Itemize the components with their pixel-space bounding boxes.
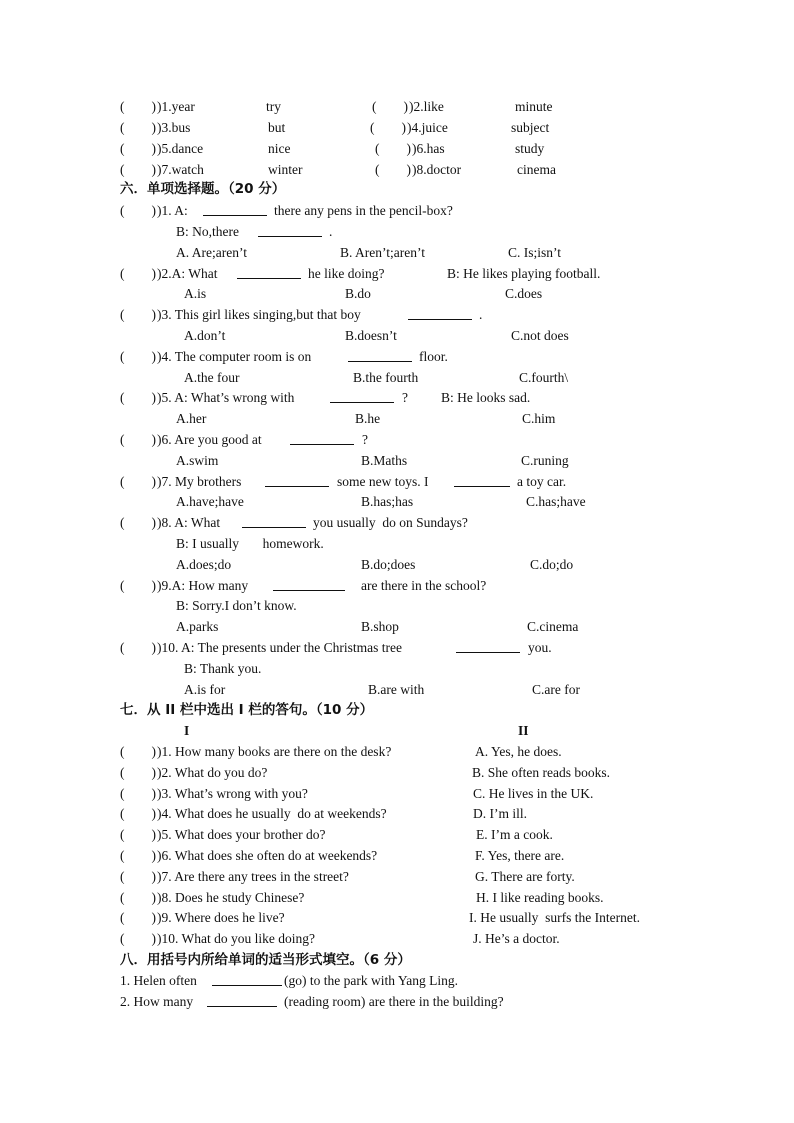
option-c: C. Is;isn’t: [508, 245, 562, 260]
paren: ( ): [120, 744, 156, 759]
paren: ( ): [120, 141, 156, 156]
option-a: A.is for: [184, 682, 226, 697]
word-item: try: [266, 99, 281, 114]
option-c: C.him: [522, 411, 556, 426]
word-item: )4.juice: [407, 120, 448, 135]
match-answer: G. There are forty.: [475, 869, 575, 884]
word-item: winter: [268, 162, 303, 177]
answer-blank[interactable]: [203, 203, 267, 216]
paren: ( ): [120, 349, 156, 364]
question-text: there any pens in the pencil-box?: [274, 203, 453, 218]
paren: ( ): [120, 390, 156, 405]
paren: ( ): [120, 99, 156, 114]
option-a: A.the four: [184, 370, 240, 385]
question-text: )5. A: What’s wrong with: [157, 390, 295, 405]
paren: ( ): [120, 307, 156, 322]
answer-blank[interactable]: [207, 994, 277, 1007]
word-item: )3.bus: [157, 120, 191, 135]
option-b: B.do: [345, 286, 371, 301]
paren: ( ): [120, 806, 156, 821]
option-b: B.has;has: [361, 494, 414, 509]
match-question: )3. What’s wrong with you?: [157, 786, 308, 801]
answer-blank[interactable]: [330, 390, 394, 403]
column-header-2: II: [518, 723, 529, 738]
question-text: )10. A: The presents under the Christmas tree: [157, 640, 402, 655]
section-title: 六．单项选择题。（20 分）: [120, 181, 286, 197]
option-b: B.Maths: [361, 453, 408, 468]
question-text: he like doing?: [308, 266, 385, 281]
match-question: )7. Are there any trees in the street?: [157, 869, 349, 884]
match-answer: E. I’m a cook.: [476, 827, 553, 842]
match-answer: F. Yes, there are.: [475, 848, 565, 863]
option-a: A.parks: [176, 619, 219, 634]
option-a: A. Are;aren’t: [176, 245, 247, 260]
option-b: B.doesn’t: [345, 328, 397, 343]
paren: ( ): [120, 931, 156, 946]
paren: ( ): [120, 869, 156, 884]
paren: ( ): [120, 432, 156, 447]
match-question: )1. How many books are there on the desk?: [157, 744, 392, 759]
answer-blank[interactable]: [237, 266, 301, 279]
answer-blank[interactable]: [265, 474, 329, 487]
question-text: B: He likes playing football.: [447, 266, 601, 281]
paren: ( ): [120, 640, 156, 655]
question-text: B: Thank you.: [184, 661, 262, 676]
option-b: B.are with: [368, 682, 425, 697]
paren: ( ): [375, 141, 411, 156]
option-b: B.he: [355, 411, 381, 426]
question-text: )1. A:: [157, 203, 188, 218]
word-item: )1.year: [157, 99, 195, 114]
paren: ( ): [120, 162, 156, 177]
match-answer: A. Yes, he does.: [475, 744, 562, 759]
match-answer: H. I like reading books.: [476, 890, 604, 905]
option-a: A.her: [176, 411, 207, 426]
word-item: subject: [511, 120, 550, 135]
option-b: B. Aren’t;aren’t: [340, 245, 425, 260]
paren: ( ): [120, 120, 156, 135]
question-text: )7. My brothers: [157, 474, 242, 489]
word-item: cinema: [517, 162, 556, 177]
question-text: you.: [528, 640, 552, 655]
question-text: are there in the school?: [361, 578, 487, 593]
word-item: )8.doctor: [412, 162, 462, 177]
word-item: but: [268, 120, 286, 135]
section-title: 八．用括号内所给单词的适当形式填空。（6 分）: [120, 952, 411, 968]
question-text: a toy car.: [517, 474, 567, 489]
paren: ( ): [120, 848, 156, 863]
question-text: )8. A: What: [157, 515, 221, 530]
option-c: C.fourth\: [519, 370, 569, 385]
paren: ( ): [120, 765, 156, 780]
paren: ( ): [120, 203, 156, 218]
question-text: some new toys. I: [337, 474, 429, 489]
option-b: B.shop: [361, 619, 399, 634]
fill-question: 1. Helen often: [120, 973, 197, 988]
option-a: A.is: [184, 286, 207, 301]
question-text: )3. This girl likes singing,but that boy: [157, 307, 361, 322]
answer-blank[interactable]: [273, 578, 345, 591]
question-text: .: [329, 224, 333, 239]
fill-question: 2. How many: [120, 994, 194, 1009]
option-c: C.has;have: [526, 494, 586, 509]
question-text: B: Sorry.I don’t know.: [176, 598, 297, 613]
word-item: )2.like: [409, 99, 444, 114]
answer-blank[interactable]: [212, 973, 282, 986]
answer-blank[interactable]: [258, 224, 322, 237]
paren: ( ): [120, 578, 156, 593]
option-a: A.don’t: [184, 328, 226, 343]
question-text: )9.A: How many: [157, 578, 249, 593]
match-question: )6. What does she often do at weekends?: [157, 848, 378, 863]
paren: ( ): [120, 890, 156, 905]
option-a: A.swim: [176, 453, 219, 468]
option-c: C.do;do: [530, 557, 574, 572]
option-c: C.are for: [532, 682, 580, 697]
question-text: floor.: [419, 349, 448, 364]
answer-blank[interactable]: [348, 349, 412, 362]
paren: ( ): [375, 162, 411, 177]
paren: ( ): [120, 515, 156, 530]
option-c: C.not does: [511, 328, 569, 343]
word-item: nice: [268, 141, 291, 156]
match-question: )10. What do you like doing?: [157, 931, 315, 946]
paren: ( ): [370, 120, 406, 135]
question-text: ?: [362, 432, 368, 447]
match-answer: J. He’s a doctor.: [473, 931, 560, 946]
match-answer: I. He usually surfs the Internet.: [469, 910, 640, 925]
word-item: minute: [515, 99, 553, 114]
option-a: A.does;do: [176, 557, 232, 572]
column-header-1: I: [184, 723, 190, 738]
paren: ( ): [120, 910, 156, 925]
fill-question: (go) to the park with Yang Ling.: [284, 973, 458, 988]
option-c: C.runing: [521, 453, 569, 468]
word-item: )5.dance: [157, 141, 204, 156]
question-text: )2.A: What: [157, 266, 218, 281]
question-text: )6. Are you good at: [157, 432, 262, 447]
paren: ( ): [120, 786, 156, 801]
paren: ( ): [120, 266, 156, 281]
match-question: )5. What does your brother do?: [157, 827, 326, 842]
answer-blank[interactable]: [242, 515, 306, 528]
match-question: )2. What do you do?: [157, 765, 268, 780]
option-a: A.have;have: [176, 494, 244, 509]
match-question: )8. Does he study Chinese?: [157, 890, 305, 905]
match-answer: C. He lives in the UK.: [473, 786, 594, 801]
answer-blank[interactable]: [454, 474, 510, 487]
match-question: )9. Where does he live?: [157, 910, 285, 925]
question-text: .: [479, 307, 483, 322]
question-text: )4. The computer room is on: [157, 349, 312, 364]
question-text: B: No,there: [176, 224, 239, 239]
answer-blank[interactable]: [290, 432, 354, 445]
option-c: C.cinema: [527, 619, 579, 634]
answer-blank[interactable]: [456, 640, 520, 653]
match-answer: D. I’m ill.: [473, 806, 527, 821]
option-c: C.does: [505, 286, 543, 301]
question-text: B: I usually homework.: [176, 536, 324, 551]
word-item: study: [515, 141, 545, 156]
fill-question: (reading room) are there in the building?: [284, 994, 504, 1009]
paren: ( ): [372, 99, 408, 114]
question-text: B: He looks sad.: [441, 390, 531, 405]
paren: ( ): [120, 474, 156, 489]
word-item: )6.has: [412, 141, 445, 156]
match-question: )4. What does he usually do at weekends?: [157, 806, 387, 821]
section-title: 七．从 II 栏中选出 I 栏的答句。（10 分）: [120, 702, 374, 718]
paren: ( ): [120, 827, 156, 842]
option-b: B.the fourth: [353, 370, 419, 385]
answer-blank[interactable]: [408, 307, 472, 320]
option-b: B.do;does: [361, 557, 416, 572]
word-item: )7.watch: [157, 162, 204, 177]
question-text: you usually do on Sundays?: [313, 515, 468, 530]
question-text: ?: [402, 390, 408, 405]
match-answer: B. She often reads books.: [472, 765, 610, 780]
